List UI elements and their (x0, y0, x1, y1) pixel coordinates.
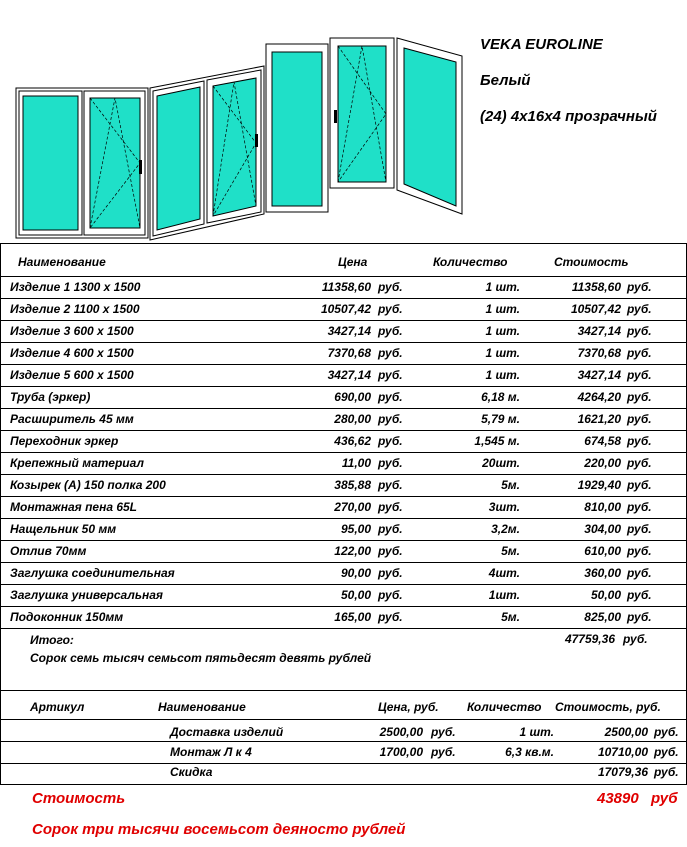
total-words: Сорок семь тысяч семьсот пятьдесят девять рублей (30, 651, 372, 665)
row-cost: 674,58 (584, 434, 621, 448)
row-qty: 1 шт. (485, 302, 520, 316)
row-price: 122,00 (334, 544, 371, 558)
row-qty: 6,18 м. (481, 390, 520, 404)
t2-row-name: Монтаж Л к 4 (170, 745, 252, 759)
row-price: 50,00 (340, 588, 371, 602)
t2-row-cost-currency: руб. (654, 765, 679, 779)
t2-row-name: Доставка изделий (170, 725, 284, 739)
row-price-currency: руб. (378, 610, 403, 624)
row-name: Подоконник 150мм (10, 610, 124, 624)
row-cost: 1621,20 (577, 412, 621, 426)
t2-row-qty: 6,3 кв.м. (505, 745, 554, 759)
total-label: Итого: (30, 633, 74, 647)
row-qty: 1 шт. (485, 368, 520, 382)
row-name: Изделие 4 600 х 1500 (10, 346, 134, 360)
row-qty: 4шт. (488, 566, 520, 580)
row-cost-currency: руб. (627, 434, 652, 448)
row-qty: 1 шт. (485, 346, 520, 360)
row-qty: 5м. (501, 610, 520, 624)
window-section-2 (150, 66, 264, 240)
row-price-currency: руб. (378, 412, 403, 426)
row-cost: 11358,60 (571, 280, 621, 294)
row-cost-currency: руб. (627, 280, 652, 294)
row-price: 3427,14 (327, 324, 371, 338)
row-qty: 5м. (501, 544, 520, 558)
row-price: 90,00 (340, 566, 371, 580)
row-name: Отлив 70мм (10, 544, 87, 558)
row-price-currency: руб. (378, 566, 403, 580)
row-cost: 50,00 (590, 588, 621, 602)
row-price-currency: руб. (378, 280, 403, 294)
row-qty: 5,79 м. (481, 412, 520, 426)
row-cost: 360,00 (584, 566, 621, 580)
profile-label: VEKA EUROLINE (480, 36, 603, 53)
row-cost: 4264,20 (577, 390, 621, 404)
header-name: Наименование (18, 255, 106, 269)
row-cost-currency: руб. (627, 390, 652, 404)
row-cost: 810,00 (584, 500, 621, 514)
t2-header-name: Наименование (158, 700, 246, 714)
t2-header-cost: Стоимость, руб. (555, 700, 661, 714)
total-currency: руб. (623, 632, 648, 646)
row-price-currency: руб. (378, 500, 403, 514)
row-cost-currency: руб. (627, 302, 652, 316)
row-price: 95,00 (340, 522, 371, 536)
row-cost: 1929,40 (577, 478, 621, 492)
row-cost-currency: руб. (627, 324, 652, 338)
row-name: Козырек (А) 150 полка 200 (10, 478, 166, 492)
row-cost-currency: руб. (627, 544, 652, 558)
row-cost-currency: руб. (627, 478, 652, 492)
window-section-3 (266, 38, 394, 212)
row-price-currency: руб. (378, 522, 403, 536)
row-cost: 3427,14 (577, 324, 621, 338)
t2-header-article: Артикул (30, 700, 85, 714)
row-name: Труба (эркер) (10, 390, 91, 404)
row-cost: 610,00 (584, 544, 621, 558)
row-name: Расширитель 45 мм (10, 412, 134, 426)
row-price-currency: руб. (378, 478, 403, 492)
row-cost-currency: руб. (627, 566, 652, 580)
row-cost: 220,00 (584, 456, 621, 470)
glass-label: (24) 4х16х4 прозрачный (480, 108, 657, 125)
row-price-currency: руб. (378, 368, 403, 382)
row-qty: 1,545 м. (474, 434, 520, 448)
row-price: 165,00 (334, 610, 371, 624)
row-cost: 7370,68 (577, 346, 621, 360)
row-name: Нащельник 50 мм (10, 522, 117, 536)
row-name: Изделие 1 1300 х 1500 (10, 280, 141, 294)
t2-header-price: Цена, руб. (378, 700, 439, 714)
row-name: Переходник эркер (10, 434, 119, 448)
t2-row-cost-currency: руб. (654, 725, 679, 739)
window-drawing (12, 28, 467, 243)
t2-row-cost-currency: руб. (654, 745, 679, 759)
row-cost-currency: руб. (627, 522, 652, 536)
t2-row-cost: 10710,00 (597, 745, 648, 759)
row-price-currency: руб. (378, 456, 403, 470)
row-qty: 3,2м. (491, 522, 520, 536)
row-cost: 10507,42 (570, 302, 621, 316)
t2-header-qty: Количество (467, 700, 542, 714)
row-qty: 1шт. (488, 588, 520, 602)
final-label: Стоимость (32, 790, 126, 807)
row-price-currency: руб. (378, 324, 403, 338)
row-name: Заглушка соединительная (10, 566, 175, 580)
row-cost-currency: руб. (627, 456, 652, 470)
row-cost-currency: руб. (627, 412, 652, 426)
row-qty: 5м. (501, 478, 520, 492)
row-qty: 3шт. (488, 500, 520, 514)
row-price-currency: руб. (378, 434, 403, 448)
row-price: 270,00 (334, 500, 371, 514)
header-cost: Стоимость (554, 255, 629, 269)
row-price-currency: руб. (378, 544, 403, 558)
row-cost-currency: руб. (627, 368, 652, 382)
t2-row-cost: 17079,36 (597, 765, 648, 779)
row-price: 436,62 (334, 434, 371, 448)
row-name: Изделие 5 600 х 1500 (10, 368, 134, 382)
row-name: Крепежный материал (10, 456, 144, 470)
t2-row-price: 2500,00 (379, 725, 423, 739)
row-price: 3427,14 (327, 368, 371, 382)
header-price: Цена (338, 255, 368, 269)
row-cost-currency: руб. (627, 500, 652, 514)
row-price: 280,00 (334, 412, 371, 426)
row-price-currency: руб. (378, 346, 403, 360)
final-currency: руб (651, 790, 678, 807)
t2-row-price-currency: руб. (431, 745, 456, 759)
total-value: 47759,36 (564, 632, 615, 646)
row-price: 11,00 (341, 456, 371, 470)
row-name: Заглушка универсальная (10, 588, 163, 602)
row-price-currency: руб. (378, 588, 403, 602)
row-qty: 1 шт. (485, 280, 520, 294)
row-price: 7370,68 (327, 346, 371, 360)
color-label: Белый (480, 72, 531, 89)
row-cost: 3427,14 (577, 368, 621, 382)
window-section-4 (397, 38, 462, 214)
t2-row-price: 1700,00 (379, 745, 423, 759)
final-words: Сорок три тысячи восемьсот деяносто рублей (32, 821, 406, 838)
row-qty: 20шт. (482, 456, 520, 470)
row-price-currency: руб. (378, 302, 403, 316)
row-cost: 304,00 (584, 522, 621, 536)
row-price: 385,88 (334, 478, 371, 492)
window-section-1 (16, 88, 148, 238)
row-price: 11358,60 (321, 280, 371, 294)
row-cost-currency: руб. (627, 610, 652, 624)
row-cost-currency: руб. (627, 346, 652, 360)
row-price: 10507,42 (320, 302, 371, 316)
row-price-currency: руб. (378, 390, 403, 404)
row-cost-currency: руб. (627, 588, 652, 602)
row-cost: 825,00 (584, 610, 621, 624)
t2-row-cost: 2500,00 (604, 725, 648, 739)
t2-row-price-currency: руб. (431, 725, 456, 739)
t2-row-qty: 1 шт. (519, 725, 554, 739)
final-value: 43890 (597, 790, 639, 807)
row-price: 690,00 (334, 390, 371, 404)
row-qty: 1 шт. (485, 324, 520, 338)
row-name: Изделие 2 1100 х 1500 (10, 302, 140, 316)
row-name: Изделие 3 600 х 1500 (10, 324, 134, 338)
row-name: Монтажная пена 65L (10, 500, 138, 514)
header-qty: Количество (433, 255, 508, 269)
t2-row-name: Скидка (170, 765, 213, 779)
